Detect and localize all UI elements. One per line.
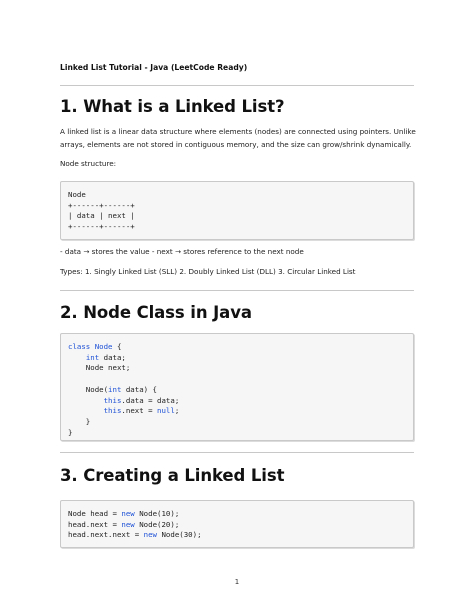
code-line: int data; xyxy=(85,352,126,362)
code-line: class Node { xyxy=(68,342,122,351)
code-line: } xyxy=(68,427,73,437)
section-heading: 1. What is a Linked List? xyxy=(60,97,285,116)
code-line: +------+------+ xyxy=(68,222,135,232)
code-line: head.next = new Node(20); xyxy=(68,519,180,529)
section-heading: 3. Creating a Linked List xyxy=(60,466,285,485)
node-class-code-block xyxy=(60,333,414,441)
code-line: Node xyxy=(68,190,86,199)
code-line: this.data = data; xyxy=(103,395,180,405)
code-line: | data | next | xyxy=(68,211,135,221)
node-structure-label: Node structure: xyxy=(60,159,117,168)
create-list-code-block xyxy=(60,500,414,548)
intro-paragraph: A linked list is a linear data structure where elements (nodes) are connected using pointers. Unlike arrays, elements are not stored in contiguous memory, and the size can grow/shrink dynamically. xyxy=(60,127,416,149)
fields-note: - data → stores the value - next → stores reference to the next node xyxy=(60,247,304,256)
code-line: Node head = new Node(10); xyxy=(68,509,180,518)
node-diagram-block xyxy=(60,181,414,240)
types-list: Types: 1. Singly Linked List (SLL) 2. Doubly Linked List (DLL) 3. Circular Linked List xyxy=(60,267,356,276)
code-line: this.next = null; xyxy=(103,406,180,416)
divider xyxy=(60,452,414,453)
divider xyxy=(60,290,414,291)
code-line: head.next.next = new Node(30); xyxy=(68,530,202,540)
code-line: +------+------+ xyxy=(68,200,135,210)
code-line: Node next; xyxy=(68,363,131,373)
divider xyxy=(60,85,414,86)
code-line: } xyxy=(68,416,91,426)
code-line: Node(int data) { xyxy=(68,384,158,394)
document-title: Linked List Tutorial - Java (LeetCode Ready) xyxy=(60,63,248,72)
section-heading: 2. Node Class in Java xyxy=(60,303,252,322)
page-number: 1 xyxy=(234,578,240,586)
